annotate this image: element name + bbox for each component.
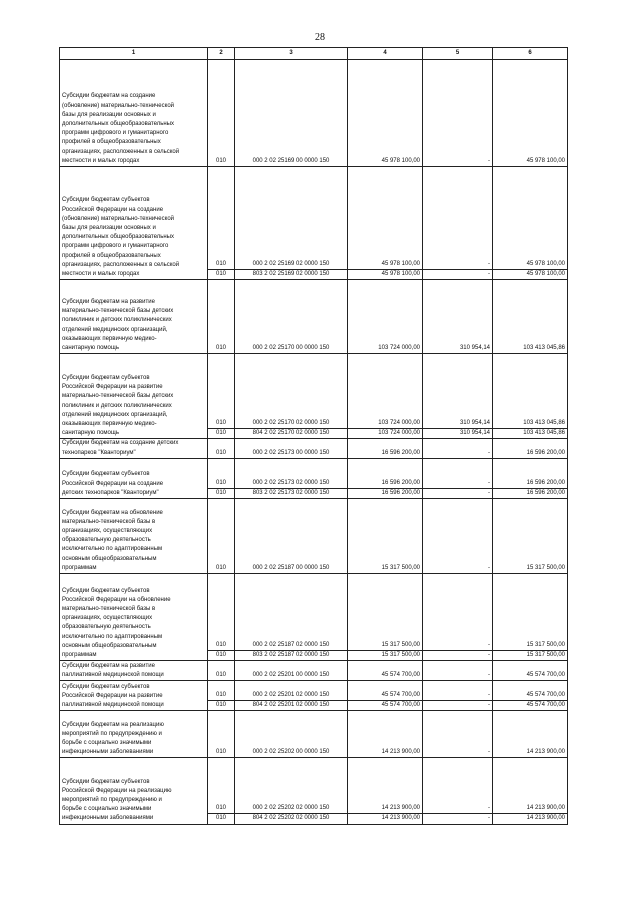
table-row: [60, 439, 568, 458]
row-code: 010: [208, 439, 235, 458]
header-col-3: 3: [235, 48, 348, 60]
row-code: 010: [208, 758, 235, 814]
row-budget-code: 804 2 02 25202 02 0000 150: [235, 814, 348, 824]
row-budget-code: 000 2 02 25169 00 0000 150: [235, 60, 348, 167]
row-approved-amount: 14 213 900,00: [348, 758, 423, 814]
row-executed-amount: -: [423, 681, 493, 701]
row-approved-amount: 45 978 100,00: [348, 60, 423, 167]
row-remaining-amount: 15 317 500,00: [493, 651, 568, 661]
budget-table: [59, 47, 568, 825]
row-remaining-amount: 14 213 900,00: [493, 814, 568, 824]
row-approved-amount: 15 317 500,00: [348, 574, 423, 651]
table-row: [60, 758, 568, 814]
row-approved-amount: 45 978 100,00: [348, 270, 423, 280]
row-approved-amount: 14 213 900,00: [348, 711, 423, 758]
row-budget-code: 803 2 02 25169 02 0000 150: [235, 270, 348, 280]
row-description: Субсидии бюджетам субъектов Российской Федерации на обновление материально-технической базы в организациях, осуществляющих образовательную деятельность исключительно по адаптированным основным общеобразовательным программам: [60, 574, 208, 661]
row-approved-amount: 103 724 000,00: [348, 354, 423, 429]
row-code: 010: [208, 661, 235, 681]
row-description: Субсидии бюджетам на реализацию мероприятий по предупреждению и борьбе с социально значимыми инфекционными заболеваниями: [60, 711, 208, 758]
row-description: Субсидии бюджетам субъектов Российской Федерации на развитие паллиативной медицинской помощи: [60, 681, 208, 711]
row-budget-code: 000 2 02 25170 02 0000 150: [235, 354, 348, 429]
row-remaining-amount: 15 317 500,00: [493, 574, 568, 651]
row-approved-amount: 16 596 200,00: [348, 439, 423, 458]
row-remaining-amount: 16 596 200,00: [493, 458, 568, 488]
row-remaining-amount: 45 574 700,00: [493, 681, 568, 701]
row-approved-amount: 45 574 700,00: [348, 681, 423, 701]
row-code: 010: [208, 651, 235, 661]
row-approved-amount: 15 317 500,00: [348, 499, 423, 574]
row-remaining-amount: 14 213 900,00: [493, 711, 568, 758]
header-col-6: 6: [493, 48, 568, 60]
row-code: 010: [208, 814, 235, 824]
row-executed-amount: -: [423, 814, 493, 824]
row-code: 010: [208, 458, 235, 488]
row-description: Субсидии бюджетам на создание детских технопарков "Кванториум": [60, 439, 208, 458]
row-remaining-amount: 45 978 100,00: [493, 60, 568, 167]
row-code: 010: [208, 429, 235, 439]
table-row: [60, 711, 568, 758]
row-approved-amount: 16 596 200,00: [348, 458, 423, 488]
table-row: [60, 661, 568, 681]
row-budget-code: 000 2 02 25202 02 0000 150: [235, 758, 348, 814]
row-remaining-amount: 45 978 100,00: [493, 167, 568, 270]
row-approved-amount: 103 724 000,00: [348, 280, 423, 354]
row-code: 010: [208, 701, 235, 711]
row-description: Субсидии бюджетам субъектов Российской Федерации на создание (обновление) материально-технической базы для реализации основных и дополнительных общеобразовательных программ цифрового и гуманитарного профилей в общеобразовательных организациях, расположенных в сельской местности и малых городах: [60, 167, 208, 280]
row-description: Субсидии бюджетам на обновление материально-технической базы в организациях, осуществляющих образовательную деятельность исключительно по адаптированным основным общеобразовательным программам: [60, 499, 208, 574]
row-remaining-amount: 16 596 200,00: [493, 488, 568, 498]
row-budget-code: 000 2 02 25169 02 0000 150: [235, 167, 348, 270]
row-remaining-amount: 103 413 045,86: [493, 429, 568, 439]
row-executed-amount: -: [423, 711, 493, 758]
row-budget-code: 000 2 02 25187 00 0000 150: [235, 499, 348, 574]
row-code: 010: [208, 711, 235, 758]
row-code: 010: [208, 60, 235, 167]
row-executed-amount: 310 954,14: [423, 354, 493, 429]
row-budget-code: 000 2 02 25201 00 0000 150: [235, 661, 348, 681]
table-row: [60, 354, 568, 429]
row-code: 010: [208, 270, 235, 280]
row-budget-code: 803 2 02 25187 02 0000 150: [235, 651, 348, 661]
row-approved-amount: 45 574 700,00: [348, 701, 423, 711]
row-code: 010: [208, 488, 235, 498]
row-executed-amount: -: [423, 270, 493, 280]
row-budget-code: 803 2 02 25173 02 0000 150: [235, 488, 348, 498]
row-approved-amount: 45 574 700,00: [348, 661, 423, 681]
row-executed-amount: -: [423, 488, 493, 498]
table-row: [60, 681, 568, 701]
row-code: 010: [208, 681, 235, 701]
table-row: [60, 60, 568, 167]
row-remaining-amount: 45 574 700,00: [493, 701, 568, 711]
row-remaining-amount: 45 978 100,00: [493, 270, 568, 280]
row-budget-code: 804 2 02 25201 02 0000 150: [235, 701, 348, 711]
header-col-4: 4: [348, 48, 423, 60]
row-code: 010: [208, 167, 235, 270]
row-remaining-amount: 103 413 045,86: [493, 354, 568, 429]
row-remaining-amount: 45 574 700,00: [493, 661, 568, 681]
row-budget-code: 000 2 02 25202 00 0000 150: [235, 711, 348, 758]
row-executed-amount: 310 954,14: [423, 429, 493, 439]
row-executed-amount: -: [423, 661, 493, 681]
row-description: Субсидии бюджетам на развитие материально-технической базы детских поликлиник и детских поликлинических отделений медицинских организаций, оказывающих первичную медико- санитарную помощь: [60, 280, 208, 354]
row-executed-amount: -: [423, 574, 493, 651]
row-code: 010: [208, 280, 235, 354]
row-approved-amount: 15 317 500,00: [348, 651, 423, 661]
row-approved-amount: 16 596 200,00: [348, 488, 423, 498]
row-executed-amount: -: [423, 701, 493, 711]
row-executed-amount: -: [423, 458, 493, 488]
row-approved-amount: 45 978 100,00: [348, 167, 423, 270]
row-executed-amount: -: [423, 651, 493, 661]
row-code: 010: [208, 499, 235, 574]
row-executed-amount: -: [423, 60, 493, 167]
row-remaining-amount: 15 317 500,00: [493, 499, 568, 574]
row-description: Субсидии бюджетам субъектов Российской Федерации на создание детских технопарков "Кванториум": [60, 458, 208, 498]
row-remaining-amount: 103 413 045,86: [493, 280, 568, 354]
row-executed-amount: -: [423, 499, 493, 574]
row-description: Субсидии бюджетам на создание (обновление) материально-технической базы для реализации основных и дополнительных общеобразовательных программ цифрового и гуманитарного профилей в общеобразовательных организациях, расположенных в сельской местности и малых городах: [60, 60, 208, 167]
table-row: [60, 167, 568, 270]
row-remaining-amount: 14 213 900,00: [493, 758, 568, 814]
row-budget-code: 000 2 02 25201 02 0000 150: [235, 681, 348, 701]
table-row: [60, 499, 568, 574]
row-approved-amount: 103 724 000,00: [348, 429, 423, 439]
table-row: [60, 280, 568, 354]
header-col-1: 1: [60, 48, 208, 60]
row-description: Субсидии бюджетам на развитие паллиативной медицинской помощи: [60, 661, 208, 681]
row-executed-amount: -: [423, 758, 493, 814]
row-budget-code: 000 2 02 25187 02 0000 150: [235, 574, 348, 651]
header-col-5: 5: [423, 48, 493, 60]
row-budget-code: 804 2 02 25170 02 0000 150: [235, 429, 348, 439]
row-budget-code: 000 2 02 25173 00 0000 150: [235, 439, 348, 458]
table-row: [60, 458, 568, 488]
row-executed-amount: -: [423, 439, 493, 458]
row-remaining-amount: 16 596 200,00: [493, 439, 568, 458]
row-description: Субсидии бюджетам субъектов Российской Федерации на реализацию мероприятий по предупреждению и борьбе с социально значимыми инфекционными заболеваниями: [60, 758, 208, 824]
row-budget-code: 000 2 02 25173 02 0000 150: [235, 458, 348, 488]
row-code: 010: [208, 354, 235, 429]
row-executed-amount: -: [423, 167, 493, 270]
table-row: [60, 574, 568, 651]
header-col-2: 2: [208, 48, 235, 60]
row-approved-amount: 14 213 900,00: [348, 814, 423, 824]
row-code: 010: [208, 574, 235, 651]
header-row: [60, 48, 568, 60]
row-description: Субсидии бюджетам субъектов Российской Федерации на развитие материально-технической базы детских поликлиник и детских поликлинических отделений медицинских организаций, оказывающих первичную медико- санитарную помощь: [60, 354, 208, 439]
row-executed-amount: 310 954,14: [423, 280, 493, 354]
page-number: 28: [315, 32, 325, 43]
row-budget-code: 000 2 02 25170 00 0000 150: [235, 280, 348, 354]
